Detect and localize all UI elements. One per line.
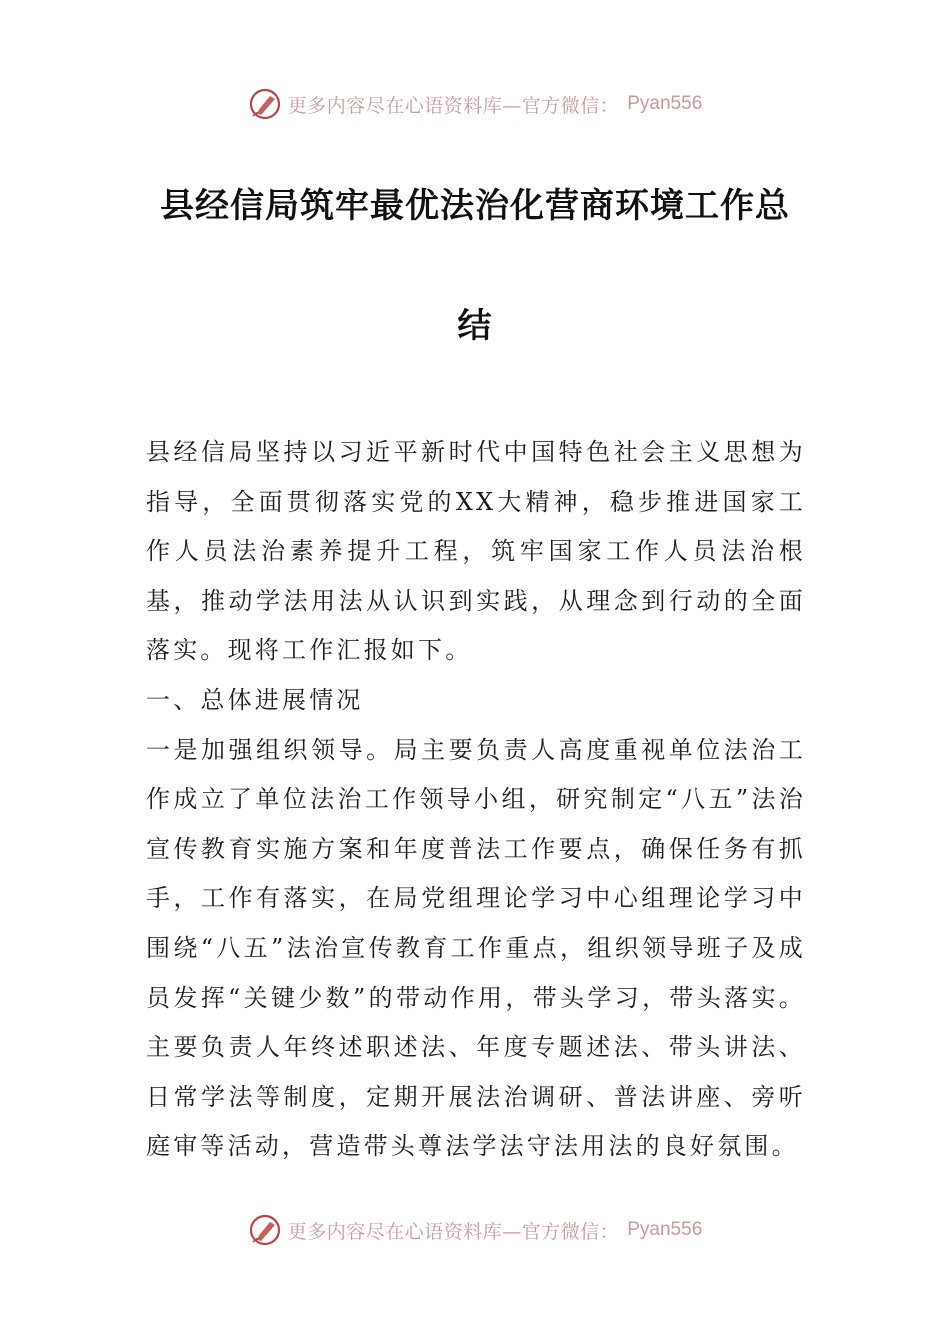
watermark-text: 更多内容尽在心语资料库—官方微信：	[287, 1220, 620, 1243]
pen-nib-logo-icon	[248, 1213, 282, 1247]
watermark-text: 更多内容尽在心语资料库—官方微信：	[287, 94, 620, 117]
document-title-line-1: 县经信局筑牢最优法治化营商环境工作总	[160, 186, 790, 226]
intro-paragraph: 县经信局坚持以习近平新时代中国特色社会主义思想为指导，全面贯彻落实党的XX大精神，稳步推进国家工作人员法治素养提升工程，筑牢国家工作人员法治根基，推动学法用法从认识到实践，从理念到行动的全面落实。现将工作汇报如下。	[146, 438, 806, 665]
section-heading: 一、总体进展情况	[146, 685, 364, 714]
document-title-line-2: 结	[457, 306, 493, 346]
watermark-wechat-id: Pyan556	[627, 1219, 703, 1240]
watermark-wechat-id: Pyan556	[627, 93, 703, 114]
pen-nib-logo-icon	[248, 87, 282, 121]
document-body	[146, 428, 806, 1172]
body-paragraph: 一是加强组织领导。局主要负责人高度重视单位法治工作成立了单位法治工作领导小组，研究制定“八五”法治宣传教育实施方案和年度普法工作要点，确保任务有抓手，工作有落实，在局党组理论学习中心组理论学习中围绕“八五”法治宣传教育工作重点，组织领导班子及成员发挥“关键少数”的带动作用，带头学习，带头落实。主要负责人年终述职述法、年度专题述法、带头讲法、日常学法等制度，定期开展法治调研、普法讲座、旁听庭审等活动，营造带头尊法学法守法用法的良好氛围。	[146, 735, 806, 1161]
footer-watermark	[0, 1210, 950, 1250]
header-watermark	[0, 84, 950, 124]
